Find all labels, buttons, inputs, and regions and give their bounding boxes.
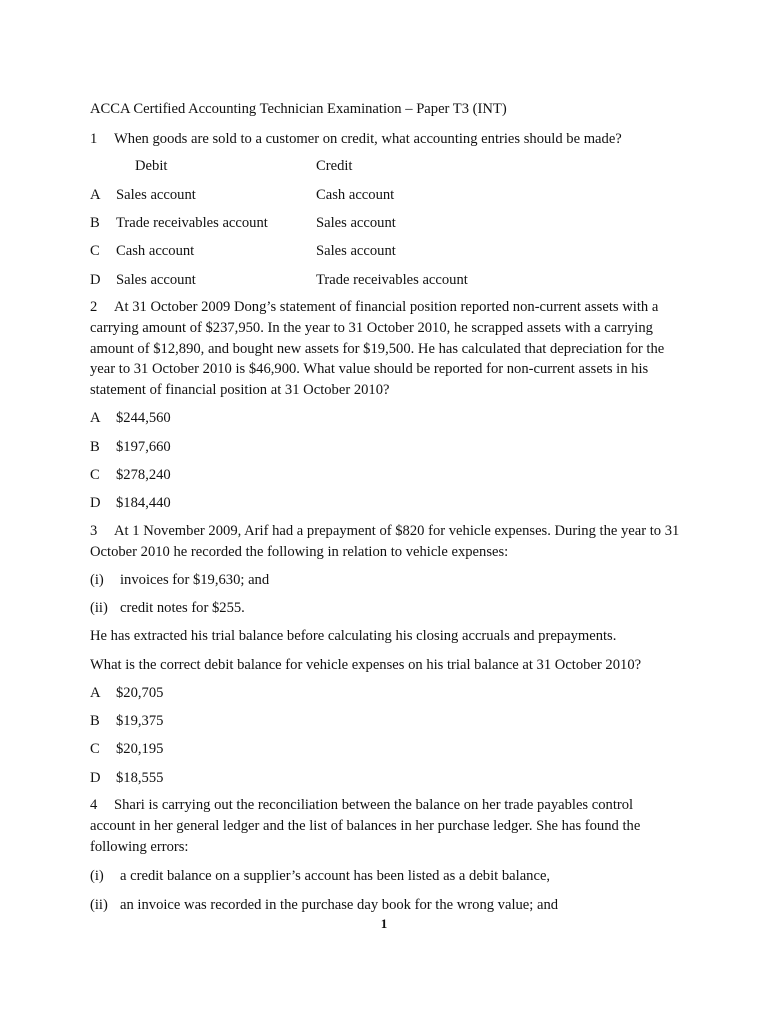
question-3 bbox=[90, 521, 680, 563]
q4-item-i bbox=[90, 866, 550, 886]
question-text: Shari is carrying out the reconciliation between the balance on her trade payables control account in her general ledger and the list of balances in her purchase ledger. She has found the following errors: bbox=[90, 797, 641, 855]
q4-item-ii bbox=[90, 895, 558, 915]
option-letter: C bbox=[90, 467, 100, 483]
option-credit: Cash account bbox=[316, 187, 395, 203]
question-number: 3 bbox=[90, 523, 98, 539]
option-letter: B bbox=[90, 713, 100, 729]
option-debit: Sales account bbox=[116, 187, 196, 203]
q3-option-b bbox=[90, 711, 163, 731]
option-letter: C bbox=[90, 741, 100, 757]
option-value: $184,440 bbox=[116, 495, 171, 511]
option-value: $278,240 bbox=[116, 467, 171, 483]
option-letter: A bbox=[90, 685, 101, 701]
option-credit: Sales account bbox=[316, 243, 396, 259]
question-text: When goods are sold to a customer on credit, what accounting entries should be made? bbox=[114, 131, 622, 147]
option-credit: Trade receivables account bbox=[316, 272, 468, 288]
option-letter: D bbox=[90, 272, 101, 288]
q3-item-i bbox=[90, 570, 269, 590]
option-debit: Sales account bbox=[116, 272, 196, 288]
q3-extracted-line: He has extracted his trial balance before calculating his closing accruals and prepayments. bbox=[90, 628, 617, 644]
option-credit: Sales account bbox=[316, 215, 396, 231]
option-value: $19,375 bbox=[116, 713, 164, 729]
q3-option-c bbox=[90, 739, 163, 759]
option-debit: Cash account bbox=[116, 243, 195, 259]
option-letter: D bbox=[90, 495, 101, 511]
option-letter: D bbox=[90, 770, 101, 786]
question-2 bbox=[90, 297, 680, 401]
item-label: (i) bbox=[90, 868, 104, 884]
option-letter: C bbox=[90, 243, 100, 259]
q2-option-b bbox=[90, 437, 171, 457]
question-number: 4 bbox=[90, 797, 98, 813]
option-value: $20,705 bbox=[116, 685, 164, 701]
question-text: At 31 October 2009 Dong’s statement of financial position reported non-current assets with a carrying amount of $237,950. In the year to 31 October 2010, he scrapped assets with a carrying amount of $12,890, and bought new assets for $19,500. He has calculated that depreciation for the year to 31 October 2010 is $46,900. What value should be reported for non-current assets in his statement of financial position at 31 October 2010? bbox=[90, 299, 665, 399]
option-value: $197,660 bbox=[116, 439, 171, 455]
option-value: $244,560 bbox=[116, 410, 171, 426]
debit-header: Debit bbox=[135, 158, 168, 174]
question-number: 1 bbox=[90, 131, 98, 147]
question-text: At 1 November 2009, Arif had a prepayment of $820 for vehicle expenses. During the year to 31 October 2010 he recorded the following in relation to vehicle expenses: bbox=[90, 523, 680, 560]
q3-option-a bbox=[90, 683, 163, 703]
q3-item-ii bbox=[90, 598, 245, 618]
question-4 bbox=[90, 795, 680, 857]
q2-option-c bbox=[90, 465, 171, 485]
option-value: $18,555 bbox=[116, 770, 164, 786]
q3-option-d bbox=[90, 768, 163, 788]
item-text: an invoice was recorded in the purchase day book for the wrong value; and bbox=[120, 897, 559, 913]
item-text: credit notes for $255. bbox=[120, 600, 245, 616]
item-label: (ii) bbox=[90, 600, 108, 616]
exam-title: ACCA Certified Accounting Technician Examination – Paper T3 (INT) bbox=[90, 101, 507, 117]
item-text: invoices for $19,630; and bbox=[120, 572, 270, 588]
q2-option-a bbox=[90, 408, 171, 428]
option-letter: B bbox=[90, 215, 100, 231]
item-label: (ii) bbox=[90, 897, 108, 913]
item-label: (i) bbox=[90, 572, 104, 588]
q2-option-d bbox=[90, 493, 171, 513]
item-text: a credit balance on a supplier’s account has been listed as a debit balance, bbox=[120, 868, 551, 884]
question-number: 2 bbox=[90, 299, 98, 315]
question-1 bbox=[90, 129, 622, 149]
option-value: $20,195 bbox=[116, 741, 164, 757]
credit-header: Credit bbox=[316, 158, 353, 174]
option-letter: A bbox=[90, 410, 101, 426]
page-number: 1 bbox=[380, 916, 388, 931]
option-letter: A bbox=[90, 187, 101, 203]
q3-question-line: What is the correct debit balance for vehicle expenses on his trial balance at 31 October 2010? bbox=[90, 657, 642, 673]
option-letter: B bbox=[90, 439, 100, 455]
option-debit: Trade receivables account bbox=[116, 215, 268, 231]
